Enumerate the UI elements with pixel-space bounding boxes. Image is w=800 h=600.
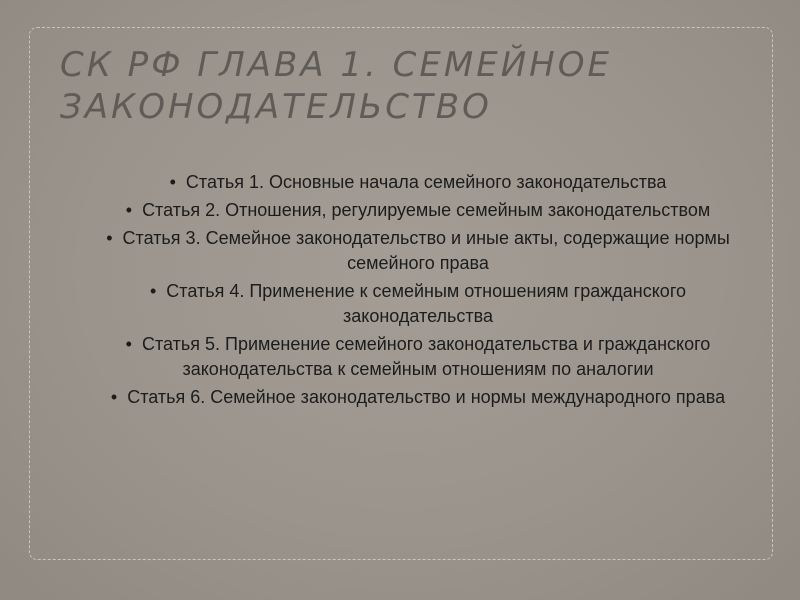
list-item-article-4 (92, 279, 744, 329)
list-item-article-1 (92, 170, 744, 195)
list-item-article-6 (92, 385, 744, 410)
list-item-label: Статья 4. Применение к семейным отношениям гражданского законодательства (166, 281, 686, 326)
list-item-label: Статья 1. Основные начала семейного законодательства (185, 172, 667, 192)
bullet-icon: • (125, 200, 133, 220)
list-item-label: Статья 5. Применение семейного законодательства и гражданского законодательства к семейным отношениям по аналогии (141, 334, 711, 379)
bullet-icon: • (149, 281, 157, 301)
bullet-icon: • (169, 172, 176, 192)
slide-title: СК РФ ГЛАВА 1. СЕМЕЙНОЕ ЗАКОНОДАТЕЛЬСТВО (60, 45, 612, 127)
list-item-article-5 (92, 332, 744, 382)
list-item-label: Статья 6. Семейное законодательство и нормы международного права (127, 387, 726, 407)
list-item-article-3 (92, 226, 744, 276)
bullet-icon: • (106, 228, 113, 248)
bullet-icon: • (125, 334, 132, 354)
list-item-label: Статья 2. Отношения, регулируемые семейным законодательством (142, 200, 711, 220)
list-item-label: Статья 3. Семейное законодательство и иные акты, содержащие нормы семейного права (122, 228, 730, 273)
bullet-icon: • (110, 387, 118, 407)
article-list (92, 170, 744, 413)
list-item-article-2 (92, 198, 744, 223)
